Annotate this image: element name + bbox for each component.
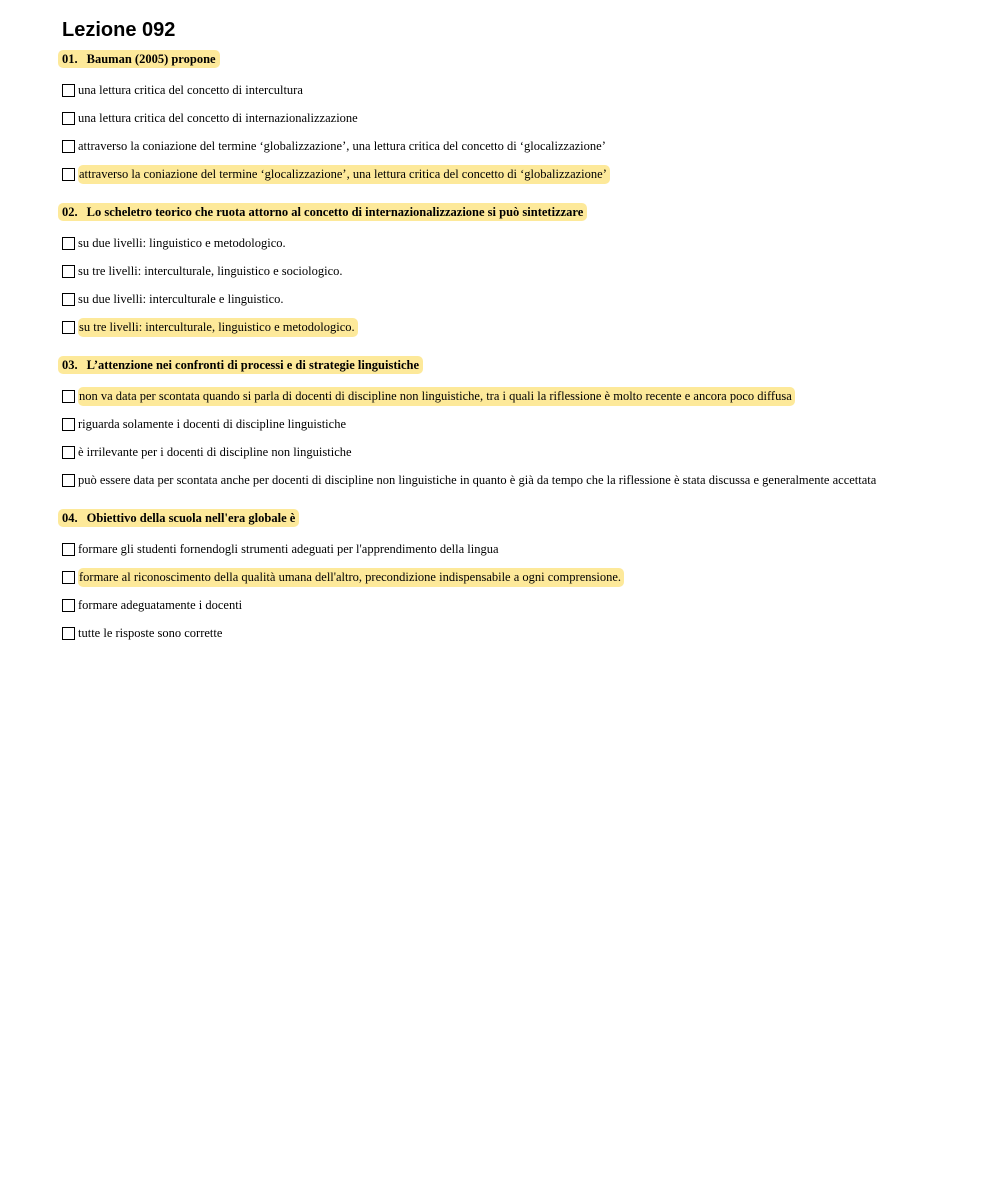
answer-checkbox[interactable] — [62, 418, 75, 431]
question-heading — [58, 509, 962, 527]
answer-option — [62, 619, 962, 647]
answer-option — [62, 591, 962, 619]
question-spacer — [62, 341, 962, 356]
answer-option — [62, 410, 962, 438]
question-heading — [58, 203, 962, 221]
question-1 — [62, 50, 962, 188]
answer-option — [62, 132, 962, 160]
answer-text: riguarda solamente i docenti di discipline linguistiche — [78, 416, 346, 431]
answer-checkbox[interactable] — [62, 321, 75, 334]
question-text: Lo scheletro teorico che ruota attorno al concetto di internazionalizzazione si può sintetizzare — [86, 205, 584, 219]
question-highlight — [58, 509, 299, 527]
question-heading — [58, 356, 962, 374]
answer-text: tutte le risposte sono corrette — [78, 625, 223, 640]
answer-text: può essere data per scontata anche per docenti di discipline non linguistiche in quanto è già da tempo che la riflessione è stata discussa e generalmente accettata — [78, 472, 877, 487]
answer-option — [62, 76, 962, 104]
answer-checkbox[interactable] — [62, 627, 75, 640]
answer-text: formare gli studenti fornendogli strumenti adeguati per l'apprendimento della lingua — [78, 541, 499, 556]
question-3 — [62, 356, 962, 494]
answer-option-correct — [62, 563, 962, 591]
answer-checkbox[interactable] — [62, 84, 75, 97]
question-text: Obiettivo della scuola nell'era globale è — [86, 511, 296, 525]
answer-text: attraverso la coniazione del termine ‘globalizzazione’, una lettura critica del concetto di ‘glocalizzazione’ — [78, 138, 606, 153]
answer-option — [62, 104, 962, 132]
quiz-page — [62, 16, 962, 647]
answer-checkbox[interactable] — [62, 474, 75, 487]
answer-text-highlighted: formare al riconoscimento della qualità umana dell'altro, precondizione indispensabile a ogni comprensione. — [78, 568, 624, 587]
answer-text: una lettura critica del concetto di intercultura — [78, 82, 303, 97]
answer-option — [62, 535, 962, 563]
answer-option — [62, 466, 962, 494]
question-2 — [62, 203, 962, 341]
question-4 — [62, 509, 962, 647]
answer-text: formare adeguatamente i docenti — [78, 597, 243, 612]
answer-checkbox[interactable] — [62, 140, 75, 153]
answer-option — [62, 257, 962, 285]
answer-text-highlighted: non va data per scontata quando si parla di docenti di discipline non linguistiche, tra i quali la riflessione è molto recente e ancora poco diffusa — [78, 387, 795, 406]
answer-option — [62, 438, 962, 466]
question-text: L’attenzione nei confronti di processi e di strategie linguistiche — [86, 358, 420, 372]
answer-checkbox[interactable] — [62, 543, 75, 556]
question-highlight — [58, 50, 220, 68]
question-highlight — [58, 203, 587, 221]
answer-checkbox[interactable] — [62, 390, 75, 403]
question-heading — [58, 50, 962, 68]
answer-text: è irrilevante per i docenti di discipline non linguistiche — [78, 444, 352, 459]
answer-checkbox[interactable] — [62, 168, 75, 181]
answer-checkbox[interactable] — [62, 446, 75, 459]
question-number: 01. — [62, 52, 78, 66]
answer-option — [62, 229, 962, 257]
answer-option-correct — [62, 382, 962, 410]
question-spacer — [62, 188, 962, 203]
answer-checkbox[interactable] — [62, 112, 75, 125]
answer-option-correct — [62, 313, 962, 341]
answer-checkbox[interactable] — [62, 571, 75, 584]
answer-text: su tre livelli: interculturale, linguistico e sociologico. — [78, 263, 343, 278]
answer-text: su due livelli: interculturale e linguistico. — [78, 291, 284, 306]
answer-text: su due livelli: linguistico e metodologico. — [78, 235, 286, 250]
answer-text-highlighted: attraverso la coniazione del termine ‘glocalizzazione’, una lettura critica del concetto di ‘globalizzazione’ — [78, 165, 610, 184]
answer-checkbox[interactable] — [62, 599, 75, 612]
question-text: Bauman (2005) propone — [86, 52, 216, 66]
answer-checkbox[interactable] — [62, 293, 75, 306]
question-number: 03. — [62, 358, 78, 372]
answer-text-highlighted: su tre livelli: interculturale, linguistico e metodologico. — [78, 318, 358, 337]
question-highlight — [58, 356, 423, 374]
question-spacer — [62, 494, 962, 509]
answer-option — [62, 285, 962, 313]
question-number: 02. — [62, 205, 78, 219]
answer-checkbox[interactable] — [62, 265, 75, 278]
answer-text: una lettura critica del concetto di internazionalizzazione — [78, 110, 358, 125]
answer-checkbox[interactable] — [62, 237, 75, 250]
page-title: Lezione 092 — [62, 19, 176, 41]
question-number: 04. — [62, 511, 78, 525]
answer-option-correct — [62, 160, 962, 188]
